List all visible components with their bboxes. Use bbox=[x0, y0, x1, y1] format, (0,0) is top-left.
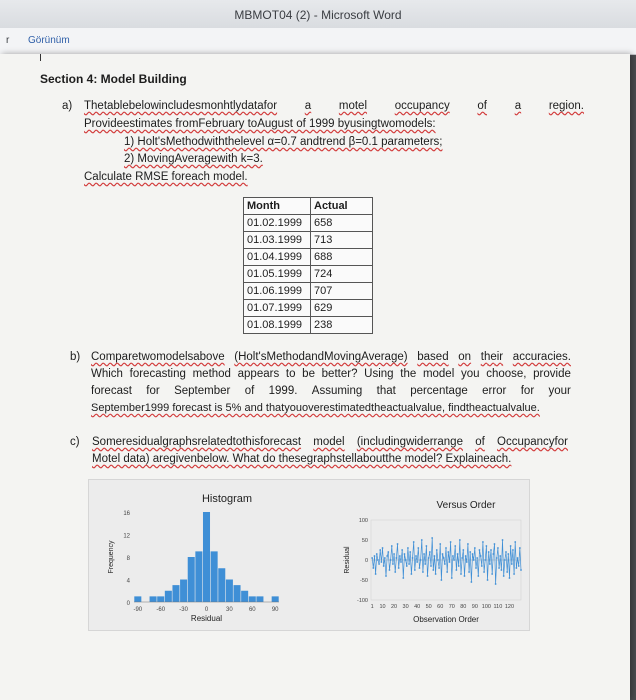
order-data-point bbox=[499, 555, 501, 557]
histogram-y-label: Frequency bbox=[108, 540, 115, 574]
word: you bbox=[460, 368, 480, 380]
window-title: MBMOT04 (2) - Microsoft Word bbox=[234, 8, 402, 22]
histogram-title: Histogram bbox=[201, 493, 253, 505]
table-cell-month: 01.03.1999 bbox=[244, 232, 311, 249]
order-data-point bbox=[437, 559, 439, 561]
order-x-tick: 1 bbox=[370, 604, 374, 610]
word: forecast bbox=[91, 385, 132, 397]
histogram-x-tick: -60 bbox=[156, 607, 166, 613]
order-x-tick: 80 bbox=[460, 604, 467, 610]
order-data-point bbox=[414, 569, 416, 571]
order-y-tick: -50 bbox=[360, 578, 368, 584]
histogram-bar bbox=[134, 596, 141, 602]
histogram-y-tick: 4 bbox=[126, 578, 130, 585]
order-data-point bbox=[492, 553, 494, 555]
part-c-line2: Motel data) aregivenbelow. What do thesegraphstellaboutthe model? Explaineach. bbox=[92, 453, 512, 465]
part-a-item1: 1) Holt'sMethodwiththelevel α=0.7 andtrend β=0.1 parameters; bbox=[124, 136, 443, 148]
order-y-tick: -100 bbox=[356, 598, 368, 604]
word: on bbox=[458, 351, 472, 363]
order-data-point bbox=[459, 539, 461, 541]
table-row bbox=[244, 283, 373, 300]
order-data-point bbox=[376, 553, 378, 555]
order-data-point bbox=[450, 541, 452, 543]
word: for bbox=[520, 385, 535, 397]
histogram-y-tick: 12 bbox=[123, 533, 130, 540]
word: Someresidualgraphsrelatedtothisforecast bbox=[92, 436, 302, 448]
word: accuracies. bbox=[512, 351, 571, 363]
histogram-bar bbox=[165, 591, 172, 602]
order-data-point bbox=[506, 571, 508, 573]
order-data-point bbox=[375, 573, 377, 575]
word: model bbox=[422, 368, 455, 380]
order-data-point bbox=[490, 549, 492, 551]
order-data-point bbox=[449, 561, 451, 563]
order-data-point bbox=[481, 565, 483, 567]
order-data-point bbox=[395, 557, 397, 559]
word: provide bbox=[533, 368, 571, 380]
histogram-y-tick: 16 bbox=[123, 511, 130, 517]
table-cell-actual: 707 bbox=[311, 283, 373, 300]
order-data-point bbox=[520, 569, 522, 571]
order-data-point bbox=[509, 577, 511, 579]
order-data-point bbox=[392, 563, 394, 565]
order-data-point bbox=[377, 559, 379, 561]
histogram-bar bbox=[203, 512, 210, 602]
histogram-y-tick: 8 bbox=[126, 556, 130, 562]
histogram-x-tick: -30 bbox=[179, 607, 188, 613]
word: based bbox=[417, 351, 449, 363]
order-data-point bbox=[503, 575, 505, 577]
order-data-point bbox=[371, 557, 373, 559]
order-data-point bbox=[390, 559, 392, 561]
order-data-point bbox=[402, 577, 404, 579]
order-data-point bbox=[455, 569, 457, 571]
order-data-point bbox=[400, 561, 402, 563]
word: be bbox=[302, 368, 315, 380]
word: of bbox=[477, 100, 487, 112]
order-data-point bbox=[497, 547, 499, 549]
table-cell-month: 01.05.1999 bbox=[244, 266, 311, 283]
order-data-point bbox=[467, 543, 469, 545]
order-data-point bbox=[500, 569, 502, 571]
word: of bbox=[475, 436, 485, 448]
order-data-point bbox=[412, 557, 414, 559]
order-data-point bbox=[407, 547, 409, 549]
order-data-point bbox=[410, 573, 412, 575]
order-data-point bbox=[470, 581, 472, 583]
word: Using bbox=[364, 368, 394, 380]
order-data-point bbox=[512, 549, 514, 551]
order-data-point bbox=[518, 565, 520, 567]
order-data-point bbox=[460, 573, 462, 575]
histogram-bar bbox=[188, 557, 195, 602]
order-data-point bbox=[514, 541, 516, 543]
word: for bbox=[146, 385, 160, 397]
order-x-tick: 30 bbox=[402, 604, 409, 610]
histogram-x-tick: 90 bbox=[271, 607, 279, 613]
order-data-point bbox=[517, 557, 519, 559]
part-b-line3 bbox=[91, 385, 571, 397]
word: Comparetwomodelsabove bbox=[91, 351, 225, 363]
order-data-point bbox=[399, 555, 401, 557]
table-row bbox=[244, 232, 373, 249]
order-data-point bbox=[401, 549, 403, 551]
table-cell-month: 01.04.1999 bbox=[244, 249, 311, 266]
word: 1999. bbox=[268, 385, 298, 397]
order-data-point bbox=[423, 553, 425, 555]
order-data-point bbox=[394, 571, 396, 573]
part-a-item2: 2) MovingAveragewith k=3. bbox=[124, 153, 263, 165]
order-data-point bbox=[466, 561, 468, 563]
order-x-tick: 50 bbox=[425, 604, 432, 610]
part-b-line1 bbox=[91, 351, 571, 363]
part-b-letter: b) bbox=[70, 351, 81, 363]
order-data-point bbox=[386, 555, 388, 557]
order-data-point bbox=[384, 557, 386, 559]
order-data-point bbox=[431, 537, 433, 539]
order-data-point bbox=[409, 551, 411, 553]
order-data-point bbox=[445, 547, 447, 549]
order-data-point bbox=[488, 551, 490, 553]
order-data-point bbox=[397, 543, 399, 545]
order-data-point bbox=[405, 559, 407, 561]
order-data-point bbox=[468, 571, 470, 573]
order-x-tick: 110 bbox=[493, 604, 503, 610]
order-data-point bbox=[432, 569, 434, 571]
word: error bbox=[482, 385, 507, 397]
order-data-point bbox=[398, 567, 400, 569]
order-data-point bbox=[382, 547, 384, 549]
word: a bbox=[304, 100, 312, 112]
word: Thetablebelowincludesmonhtlydatafor bbox=[84, 100, 278, 112]
word: Occupancyfor bbox=[497, 436, 568, 448]
order-data-point bbox=[378, 563, 380, 565]
order-data-point bbox=[515, 567, 517, 569]
order-data-point bbox=[477, 575, 479, 577]
table-cell-actual: 724 bbox=[311, 266, 373, 283]
histogram-bar bbox=[157, 596, 164, 602]
part-a-line2: Provideestimates fromFebruary toAugust of 1999 byusingtwomodels: bbox=[84, 118, 436, 130]
word: their bbox=[480, 351, 504, 363]
order-x-tick: 60 bbox=[437, 604, 444, 610]
order-data-point bbox=[489, 563, 491, 565]
histogram-bar bbox=[172, 585, 179, 602]
table-cell-actual: 238 bbox=[311, 317, 373, 334]
order-data-point bbox=[495, 583, 497, 585]
order-data-point bbox=[491, 573, 493, 575]
histogram-bar bbox=[241, 591, 248, 602]
word: model bbox=[313, 436, 345, 448]
table-cell-month: 01.07.1999 bbox=[244, 300, 311, 317]
order-y-label: Residual bbox=[344, 546, 351, 574]
histogram-bar bbox=[234, 585, 241, 602]
order-data-point bbox=[439, 543, 441, 545]
order-data-point bbox=[474, 547, 476, 549]
order-data-point bbox=[519, 547, 521, 549]
order-data-point bbox=[429, 551, 431, 553]
order-data-point bbox=[453, 559, 455, 561]
table-row bbox=[244, 300, 373, 317]
order-data-point bbox=[428, 557, 430, 559]
order-x-tick: 90 bbox=[471, 604, 478, 610]
order-y-tick: 50 bbox=[361, 538, 368, 544]
order-data-point bbox=[505, 551, 507, 553]
order-data-point bbox=[427, 575, 429, 577]
histogram-bar bbox=[180, 580, 187, 603]
word: a bbox=[514, 100, 522, 112]
word: (includingwiderrange bbox=[356, 436, 463, 448]
order-data-point bbox=[465, 555, 467, 557]
order-data-point bbox=[483, 571, 485, 573]
order-data-point bbox=[383, 565, 385, 567]
order-data-point bbox=[387, 551, 389, 553]
order-y-tick: 0 bbox=[364, 558, 368, 564]
order-data-point bbox=[413, 541, 415, 543]
order-data-point bbox=[476, 557, 478, 559]
order-data-point bbox=[425, 545, 427, 547]
table-cell-month: 01.06.1999 bbox=[244, 283, 311, 300]
table-row bbox=[244, 215, 373, 232]
order-data-point bbox=[438, 567, 440, 569]
order-data-point bbox=[443, 557, 445, 559]
word: forecasting bbox=[129, 368, 186, 380]
order-data-point bbox=[421, 539, 423, 541]
order-data-point bbox=[442, 553, 444, 555]
word: your bbox=[548, 385, 571, 397]
part-b-line4: September1999 forecast is 5% and thatyouoverestimatedtheactualvalue, findtheactualvalue. bbox=[91, 402, 540, 414]
order-x-tick: 120 bbox=[504, 604, 515, 610]
table-cell-actual: 713 bbox=[311, 232, 373, 249]
order-data-point bbox=[479, 549, 481, 551]
order-data-point bbox=[435, 573, 437, 575]
order-data-point bbox=[420, 559, 422, 561]
part-c-letter: c) bbox=[70, 436, 80, 448]
histogram-bar bbox=[218, 568, 225, 602]
order-data-point bbox=[422, 571, 424, 573]
order-data-point bbox=[444, 563, 446, 565]
table-row bbox=[244, 266, 373, 283]
text-cursor bbox=[40, 54, 41, 61]
table-cell-month: 01.08.1999 bbox=[244, 317, 311, 334]
word: of bbox=[244, 385, 255, 397]
order-data-point bbox=[434, 555, 436, 557]
word: method bbox=[192, 368, 231, 380]
order-data-point bbox=[487, 579, 489, 581]
table-cell-actual: 658 bbox=[311, 215, 373, 232]
histogram-bar bbox=[226, 580, 233, 603]
word: Which bbox=[91, 368, 123, 380]
order-x-tick: 70 bbox=[448, 604, 455, 610]
order-data-point bbox=[507, 553, 509, 555]
histogram-bar bbox=[249, 596, 256, 602]
histogram-y-tick: 0 bbox=[126, 601, 130, 607]
residual-charts-svg bbox=[89, 480, 529, 630]
order-data-point bbox=[458, 565, 460, 567]
order-data-point bbox=[379, 549, 381, 551]
order-data-point bbox=[472, 553, 474, 555]
order-data-point bbox=[374, 555, 376, 557]
residual-charts-panel bbox=[88, 479, 530, 631]
word: (Holt'sMethodandMovingAverage) bbox=[234, 351, 408, 363]
occupancy-table bbox=[243, 197, 373, 334]
order-data-point bbox=[446, 571, 448, 573]
ribbon-bar bbox=[0, 28, 636, 55]
order-x-tick: 10 bbox=[379, 604, 386, 610]
word: appears bbox=[237, 368, 280, 380]
word: better? bbox=[321, 368, 358, 380]
table-header-actual: Actual bbox=[311, 198, 373, 215]
order-data-point bbox=[430, 565, 432, 567]
order-data-point bbox=[513, 573, 515, 575]
word: region. bbox=[548, 100, 584, 112]
word: choose, bbox=[486, 368, 527, 380]
order-series-line bbox=[372, 538, 521, 584]
histogram-bar bbox=[256, 596, 263, 602]
order-data-point bbox=[451, 577, 453, 579]
order-data-point bbox=[498, 567, 500, 569]
order-data-point bbox=[389, 569, 391, 571]
part-a-line3: Calculate RMSE foreach model. bbox=[84, 171, 248, 183]
order-data-point bbox=[473, 559, 475, 561]
order-data-point bbox=[391, 545, 393, 547]
order-data-point bbox=[417, 547, 419, 549]
histogram-bar bbox=[195, 551, 202, 602]
order-x-label: Observation Order bbox=[413, 615, 479, 624]
histogram-x-tick: 60 bbox=[248, 607, 256, 613]
table-header-row bbox=[244, 198, 373, 215]
order-data-point bbox=[454, 545, 456, 547]
order-data-point bbox=[462, 549, 464, 551]
order-data-point bbox=[372, 567, 374, 569]
order-data-point bbox=[484, 559, 486, 561]
part-a-letter: a) bbox=[62, 100, 73, 112]
word: September bbox=[174, 385, 231, 397]
histogram-x-tick: 0 bbox=[204, 607, 209, 613]
window-titlebar bbox=[0, 0, 636, 28]
histogram-x-tick: 30 bbox=[226, 607, 233, 613]
word: the bbox=[400, 368, 417, 380]
tab-view[interactable]: Görünüm bbox=[28, 35, 70, 46]
order-x-tick: 20 bbox=[391, 604, 398, 610]
order-data-point bbox=[380, 561, 382, 563]
part-c-line1 bbox=[92, 436, 568, 448]
word: occupancy bbox=[394, 100, 450, 112]
word: that bbox=[376, 385, 396, 397]
order-data-point bbox=[415, 555, 417, 557]
order-data-point bbox=[436, 549, 438, 551]
order-data-point bbox=[504, 559, 506, 561]
order-data-point bbox=[480, 555, 482, 557]
order-data-point bbox=[385, 575, 387, 577]
document-page[interactable] bbox=[0, 54, 630, 700]
part-a-line1 bbox=[84, 100, 584, 112]
order-x-tick: 40 bbox=[414, 604, 421, 610]
order-data-point bbox=[511, 563, 513, 565]
order-data-point bbox=[416, 561, 418, 563]
table-row bbox=[244, 317, 373, 334]
table-cell-actual: 629 bbox=[311, 300, 373, 317]
order-data-point bbox=[404, 553, 406, 555]
order-chart-title: Versus Order bbox=[436, 500, 496, 511]
order-data-point bbox=[447, 551, 449, 553]
order-data-point bbox=[469, 551, 471, 553]
order-data-point bbox=[502, 539, 504, 541]
table-cell-actual: 688 bbox=[311, 249, 373, 266]
table-cell-month: 01.02.1999 bbox=[244, 215, 311, 232]
histogram-bar bbox=[150, 596, 157, 602]
histogram-x-label: Residual bbox=[190, 614, 223, 623]
order-data-point bbox=[419, 567, 421, 569]
order-data-point bbox=[464, 575, 466, 577]
word: motel bbox=[338, 100, 368, 112]
order-data-point bbox=[457, 553, 459, 555]
order-data-point bbox=[440, 579, 442, 581]
order-data-point bbox=[424, 563, 426, 565]
order-data-point bbox=[496, 557, 498, 559]
order-x-tick: 100 bbox=[481, 604, 491, 610]
order-data-point bbox=[461, 557, 463, 559]
order-data-point bbox=[406, 565, 408, 567]
order-data-point bbox=[510, 545, 512, 547]
order-data-point bbox=[393, 553, 395, 555]
order-data-point bbox=[494, 543, 496, 545]
part-b-line2 bbox=[91, 368, 571, 380]
histogram-x-tick: -90 bbox=[133, 607, 143, 613]
order-data-point bbox=[475, 567, 477, 569]
table-row bbox=[244, 249, 373, 266]
word: percentage bbox=[410, 385, 468, 397]
word: to bbox=[285, 368, 296, 380]
ribbon-left-mark: r bbox=[6, 35, 10, 46]
table-header-month: Month bbox=[244, 198, 311, 215]
histogram-bar bbox=[272, 596, 279, 602]
section-title: Section 4: Model Building bbox=[40, 72, 187, 86]
order-data-point bbox=[482, 541, 484, 543]
word: Assuming bbox=[311, 385, 363, 397]
order-data-point bbox=[408, 563, 410, 565]
order-data-point bbox=[485, 545, 487, 547]
order-y-tick: 100 bbox=[358, 518, 368, 524]
order-data-point bbox=[452, 555, 454, 557]
histogram-bar bbox=[211, 551, 218, 602]
